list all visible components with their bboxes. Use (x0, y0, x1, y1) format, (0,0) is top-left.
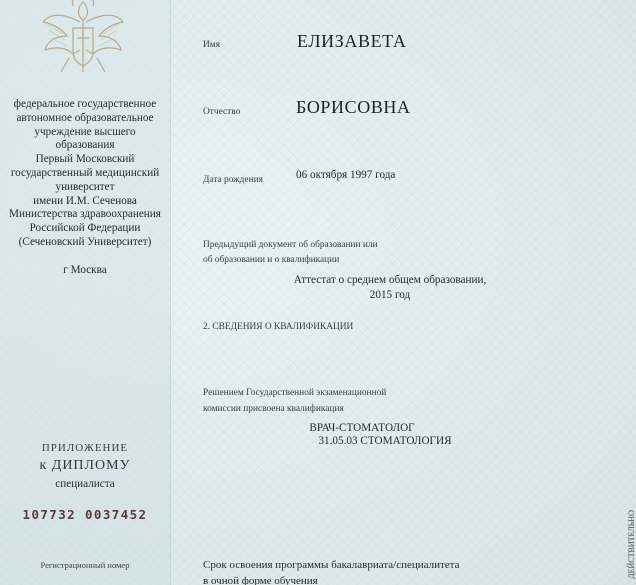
specialty-code: 31.05.03 СТОМАТОЛОГИЯ (318, 435, 452, 447)
previous-doc-label: Предыдущий документ об образовании или (203, 240, 378, 250)
issuer-line: имени И.М. Сеченова (33, 194, 137, 207)
patronymic-label: Отчество (203, 107, 241, 117)
issuer-city: г Москва (63, 264, 107, 276)
qualification-value: ВРАЧ-СТОМАТОЛОГ (309, 422, 415, 434)
qualification-label: Решением Государственной экзаменационной (203, 388, 387, 398)
issuer-name (0, 98, 170, 250)
issuer-line: (Сеченовский Университет) (18, 235, 152, 248)
first-name-value: ЕЛИЗАВЕТА (297, 31, 407, 51)
degree-type: специалиста (55, 478, 115, 490)
issuer-column (0, 0, 171, 585)
previous-doc-value: Аттестат о среднем общем образовании, (293, 274, 487, 286)
issuer-line: образования (55, 139, 115, 152)
patronymic-value: БОРИСОВНА (296, 97, 411, 117)
appendix-subtitle: к ДИПЛОМУ (39, 458, 131, 473)
previous-doc-label: об образовании и о квалификации (203, 255, 340, 265)
issuer-line: учреждение высшего (34, 125, 136, 138)
birth-date-value: 06 октября 1997 года (296, 169, 396, 181)
registration-number-label: Регистрационный номер (40, 560, 130, 570)
issuer-line: университет (55, 180, 115, 193)
vertical-side-text: ДЕЙСТВИТЕЛЬНО (627, 510, 636, 579)
issuer-line: Первый Московский (35, 153, 135, 166)
first-name-label: Имя (203, 40, 221, 50)
issuer-line: государственный медицинский (10, 166, 160, 179)
qualification-label: комиссии присвоена квалификация (203, 404, 344, 414)
program-duration-label: Срок освоения программы бакалавриата/специалитета (203, 559, 460, 571)
issuer-line: Российской Федерации (29, 222, 141, 235)
issuer-line: федеральное государственное (13, 98, 157, 110)
appendix-title: ПРИЛОЖЕНИЕ (41, 442, 129, 454)
birth-date-label: Дата рождения (203, 175, 263, 185)
coat-of-arms-emblem (33, 0, 133, 80)
program-form-label: в очной форме обучения (203, 575, 318, 585)
issuer-line: автономное образовательное (16, 111, 154, 124)
previous-doc-year: 2015 год (369, 289, 411, 301)
qualification-section-title: 2. СВЕДЕНИЯ О КВАЛИФИКАЦИИ (203, 322, 354, 332)
serial-number: 107732 0037452 (22, 507, 148, 522)
issuer-line: Министерства здравоохранения (9, 208, 161, 221)
